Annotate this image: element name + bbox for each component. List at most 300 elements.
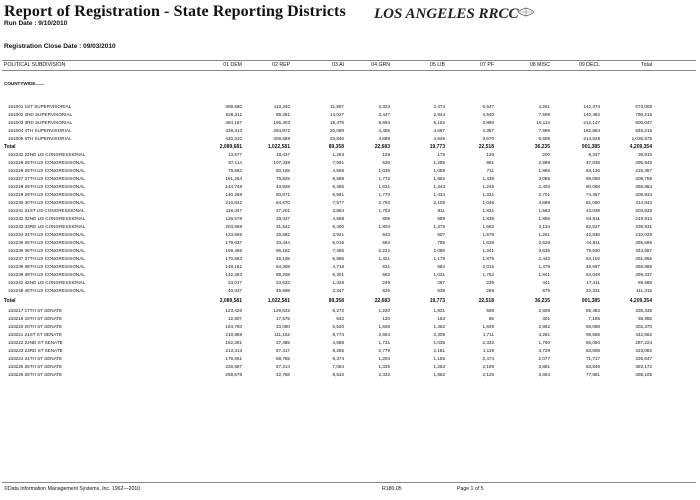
row-cell-1: 164,780 [225, 324, 242, 329]
row-cell-5: 1,821 [433, 308, 445, 313]
row-cell-9: 309,759 [635, 176, 652, 181]
row-cell-1: 140,269 [225, 192, 242, 197]
row-cell-8: 48,697 [585, 264, 600, 269]
row-cell-2: 45,698 [275, 288, 290, 293]
row-cell-1: 428,313 [225, 128, 242, 133]
row-cell-2: 284,872 [273, 128, 290, 133]
table-row [2, 103, 696, 111]
row-cell-9: 335,338 [635, 308, 652, 313]
row-cell-9: 442,662 [635, 332, 652, 337]
col-rep: 02 REP [272, 62, 290, 68]
row-cell-2: 1,022,581 [267, 298, 290, 304]
row-cell-8: 8,337 [588, 152, 600, 157]
row-cell-9: 285,696 [635, 240, 652, 245]
col-decl: 09 DECL [578, 62, 600, 68]
row-cell-6: 4,387 [482, 128, 494, 133]
row-cell-8: 77,681 [585, 372, 600, 377]
total-row [2, 143, 696, 151]
row-label: 162226 26TH US CONGRESSIONAL [8, 160, 85, 165]
row-cell-9: 39,919 [637, 152, 652, 157]
row-cell-7: 10,113 [536, 120, 550, 125]
row-cell-8: 69,058 [585, 176, 600, 181]
report-footer [2, 482, 696, 495]
row-cell-7: 4,729 [538, 348, 550, 353]
row-cell-7: 3,636 [538, 248, 550, 253]
column-header-row [2, 60, 696, 71]
row-cell-3: 7,577 [332, 200, 344, 205]
total-row [2, 297, 696, 305]
row-cell-6: 22,518 [478, 144, 494, 150]
row-cell-5: 2,080 [433, 248, 445, 253]
row-cell-8: 47,838 [585, 160, 600, 165]
row-cell-2: 89,281 [275, 112, 290, 117]
row-cell-8: 182,864 [583, 128, 600, 133]
row-cell-3: 1,253 [332, 152, 344, 157]
row-cell-3: 6,301 [332, 272, 344, 277]
row-cell-9: 210,029 [635, 232, 652, 237]
row-label: 162232 22ND US CONGRESSIONAL [8, 152, 86, 157]
row-cell-4: 1,804 [378, 224, 390, 229]
row-label: 162227 27TH US CONGRESSIONAL [8, 176, 85, 181]
row-cell-3: 89,358 [328, 144, 344, 150]
table-row [2, 167, 696, 175]
row-label: 162237 37TH US CONGRESSIONAL [8, 256, 85, 261]
row-cell-7: 36,235 [534, 298, 550, 304]
row-cell-2: 43,928 [275, 184, 290, 189]
row-cell-2: 31,542 [275, 224, 290, 229]
row-cell-6: 5,647 [482, 104, 494, 109]
row-cell-5: 1,434 [433, 192, 445, 197]
table-row [2, 271, 696, 279]
row-label: 162226 26TH US CONGRESSIONAL [8, 168, 85, 173]
row-cell-3: 20,089 [329, 128, 344, 133]
row-cell-8: 213,528 [583, 136, 600, 141]
row-cell-9: 289,337 [635, 272, 652, 277]
row-cell-3: 8,532 [332, 372, 344, 377]
row-cell-8: 901,385 [581, 144, 600, 150]
county-name: LOS ANGELES RRCC [374, 6, 519, 22]
table-row [2, 315, 696, 323]
row-cell-8: 74,357 [585, 192, 600, 197]
row-cell-1: 268,678 [225, 372, 242, 377]
row-cell-6: 1,831 [482, 208, 494, 213]
row-cell-8: 44,811 [586, 240, 600, 245]
row-cell-9: 343,657 [635, 248, 652, 253]
row-cell-4: 643 [382, 232, 390, 237]
row-cell-3: 6,581 [332, 192, 344, 197]
row-cell-6: 1,438 [482, 176, 494, 181]
row-cell-4: 1,036 [378, 168, 390, 173]
row-cell-9: 790,215 [635, 112, 652, 117]
row-cell-1: 123,426 [225, 308, 242, 313]
row-cell-9: 800,047 [635, 120, 652, 125]
row-cell-1: 528,311 [225, 112, 242, 117]
row-cell-9: 845,215 [635, 128, 652, 133]
row-cell-7: 4,261 [538, 104, 550, 109]
row-cell-6: 1,119 [482, 348, 494, 353]
row-cell-7: 3,664 [538, 372, 550, 377]
row-cell-8: 142,374 [583, 104, 600, 109]
row-cell-5: 689 [437, 216, 445, 221]
row-cell-7: 2,077 [538, 356, 550, 361]
row-cell-2: 1,022,581 [267, 144, 290, 150]
row-cell-7: 2,701 [538, 192, 550, 197]
row-cell-8: 71,717 [585, 356, 600, 361]
row-cell-3: 5,886 [332, 256, 344, 261]
row-cell-2: 80,671 [275, 192, 290, 197]
row-cell-6: 711 [486, 168, 494, 173]
page-number: Page 1 of 5 [457, 486, 484, 492]
row-cell-6: 1,245 [482, 184, 494, 189]
row-cell-4: 692 [382, 240, 390, 245]
row-cell-4: 2,779 [378, 348, 390, 353]
row-cell-3: 6,400 [332, 224, 344, 229]
registration-close-date: Registration Close Date : 09/03/2010 [4, 43, 116, 50]
col-total: Total [641, 62, 652, 68]
report-header [4, 3, 696, 61]
row-label: 161003 3RD SUPERVISORIAL [8, 120, 73, 125]
row-cell-5: 2,105 [433, 200, 445, 205]
row-cell-7: 2,989 [538, 160, 550, 165]
row-cell-9: 673,008 [635, 104, 652, 109]
row-cell-2: 96,152 [275, 248, 290, 253]
row-cell-5: 1,058 [433, 168, 445, 173]
row-cell-7: 4,669 [538, 200, 550, 205]
row-cell-1: 148,161 [225, 264, 242, 269]
row-cell-4: 249 [382, 280, 390, 285]
row-cell-9: 268,864 [635, 184, 652, 189]
table-row [2, 127, 696, 135]
row-cell-3: 2,347 [332, 288, 344, 293]
row-cell-5: 5,162 [433, 120, 445, 125]
row-cell-6: 2,189 [482, 364, 494, 369]
table-row [2, 279, 696, 287]
row-cell-8: 140,482 [583, 112, 600, 117]
row-cell-7: 1,563 [538, 208, 550, 213]
row-cell-3: 3,864 [332, 208, 344, 213]
table-row [2, 215, 696, 223]
row-cell-3: 4,718 [332, 264, 344, 269]
row-cell-8: 81,050 [585, 200, 600, 205]
row-cell-4: 2,222 [378, 248, 390, 253]
row-cell-7: 1,261 [538, 232, 550, 237]
row-cell-6: 1,048 [482, 200, 494, 205]
row-cell-1: 178,661 [225, 356, 242, 361]
row-cell-5: 175 [437, 152, 445, 157]
row-label: 162232 32ND US CONGRESSIONAL [8, 216, 86, 221]
table-row [2, 175, 696, 183]
row-cell-9: 302,370 [635, 324, 652, 329]
row-cell-2: 33,080 [275, 324, 290, 329]
row-cell-6: 2,474 [482, 356, 494, 361]
table-row [2, 191, 696, 199]
row-cell-7: 4,281 [538, 332, 550, 337]
row-cell-4: 4,455 [378, 128, 390, 133]
row-cell-1: 210,842 [225, 200, 242, 205]
row-cell-9: 1,036,575 [631, 136, 652, 141]
row-cell-6: 1,838 [482, 216, 494, 221]
row-cell-5: 1,862 [433, 176, 445, 181]
row-cell-6: 2,332 [482, 340, 494, 345]
row-cell-4: 1,421 [378, 256, 390, 261]
row-cell-4: 631 [382, 264, 390, 269]
row-cell-6: 236 [486, 280, 494, 285]
county-label: COUNTYWIDE....... [4, 81, 45, 86]
row-cell-7: 36,235 [534, 144, 550, 150]
row-cell-8: 42,836 [585, 232, 600, 237]
row-cell-1: 210,869 [225, 332, 242, 337]
row-cell-7: 1,866 [538, 168, 550, 173]
row-cell-1: 123,665 [225, 232, 242, 237]
row-label: 163219 19TH ST SENATE [8, 316, 63, 321]
row-cell-6: 4,540 [482, 112, 494, 117]
table-row [2, 339, 696, 347]
row-cell-5: 785 [437, 240, 445, 245]
row-cell-7: 2,862 [538, 324, 550, 329]
table-row [2, 111, 696, 119]
row-cell-6: 1,762 [482, 272, 494, 277]
table-row [2, 159, 696, 167]
row-cell-2: 57,214 [275, 364, 290, 369]
row-cell-6: 22,518 [478, 298, 494, 304]
row-cell-3: 7,084 [332, 364, 344, 369]
row-cell-7: 1,841 [538, 272, 550, 277]
row-cell-8: 79,630 [585, 248, 600, 253]
row-cell-7: 679 [542, 288, 550, 293]
row-label: 163217 17TH ST SENATE [8, 308, 63, 313]
row-label: 163225 25TH ST SENATE [8, 364, 63, 369]
row-cell-7: 7,686 [538, 128, 550, 133]
row-cell-1: 228,587 [225, 364, 242, 369]
row-cell-1: 78,663 [227, 168, 242, 173]
table-row [2, 287, 696, 295]
row-cell-1: 384,187 [225, 120, 242, 125]
row-cell-4: 625 [382, 288, 390, 293]
table-row [2, 239, 696, 247]
row-cell-3: 6,374 [332, 356, 344, 361]
row-cell-4: 2,664 [378, 332, 390, 337]
row-cell-6: 2,125 [482, 372, 494, 377]
row-cell-9: 308,934 [635, 192, 652, 197]
row-cell-9: 4,209,354 [629, 144, 652, 150]
row-label: 163223 23RD ST SENATE [8, 348, 63, 353]
row-cell-8: 82,527 [585, 224, 600, 229]
row-cell-6: 2,015 [482, 264, 494, 269]
row-cell-8: 83,808 [585, 348, 600, 353]
row-cell-6: 1,341 [482, 248, 494, 253]
row-cell-8: 7,185 [588, 316, 600, 321]
row-cell-8: 62,102 [585, 256, 600, 261]
row-cell-3: 8,569 [332, 176, 344, 181]
row-cell-4: 1,220 [378, 308, 390, 313]
row-cell-9: 295,945 [635, 160, 652, 165]
row-label: Total [4, 144, 16, 150]
row-cell-3: 8,272 [332, 308, 344, 313]
col-ai: 03 AI [332, 62, 344, 68]
row-cell-4: 1,631 [378, 184, 390, 189]
table-row [2, 331, 696, 339]
table-row [2, 231, 696, 239]
row-cell-2: 107,338 [273, 160, 290, 165]
row-cell-3: 8,774 [332, 332, 344, 337]
row-cell-2: 89,208 [275, 272, 290, 277]
row-label: 162238 38TH US CONGRESSIONAL [8, 264, 85, 269]
row-cell-3: 18,478 [329, 120, 344, 125]
row-cell-4: 8,694 [378, 120, 390, 125]
row-cell-2: 309,689 [273, 136, 290, 141]
row-cell-8: 99,568 [585, 332, 600, 337]
row-cell-5: 1,263 [433, 364, 445, 369]
row-cell-4: 125 [382, 152, 390, 157]
row-cell-5: 1,285 [433, 160, 445, 165]
row-cell-7: 2,403 [538, 184, 550, 189]
row-cell-6: 1,638 [482, 240, 494, 245]
row-cell-5: 638 [437, 288, 445, 293]
row-cell-5: 1,155 [433, 356, 445, 361]
col-political-subdivision: POLITICAL SUBDIVISION [4, 62, 66, 68]
row-cell-3: 8,255 [332, 348, 344, 353]
row-cell-2: 37,485 [275, 340, 290, 345]
row-cell-4: 805 [382, 216, 390, 221]
row-cell-8: 69,483 [585, 308, 600, 313]
row-label: 162228 28TH US CONGRESSIONAL [8, 184, 85, 189]
row-cell-4: 1,606 [378, 324, 390, 329]
row-cell-5: 163 [437, 316, 445, 321]
row-cell-1: 389,680 [225, 104, 242, 109]
row-cell-4: 3,447 [378, 112, 390, 117]
row-cell-5: 19,773 [429, 298, 445, 304]
row-cell-5: 607 [437, 232, 445, 237]
row-label: 162242 42ND US CONGRESSIONAL [8, 280, 86, 285]
row-label: 162233 33RD US CONGRESSIONAL [8, 224, 86, 229]
row-cell-7: 1,856 [538, 216, 550, 221]
row-cell-8: 65,094 [585, 340, 600, 345]
row-cell-3: 14,027 [329, 112, 344, 117]
row-cell-9: 287,224 [635, 340, 652, 345]
row-cell-4: 120 [382, 316, 390, 321]
row-cell-1: 2,089,581 [219, 298, 242, 304]
row-cell-7: 2,808 [538, 308, 550, 313]
row-cell-1: 40,337 [227, 288, 242, 293]
row-label: 161004 4TH SUPERVISORIAL [8, 128, 72, 133]
row-cell-8: 17,411 [586, 280, 600, 285]
row-cell-3: 7,591 [332, 160, 344, 165]
row-cell-7: 3,134 [538, 224, 550, 229]
table-row [2, 255, 696, 263]
row-cell-2: 48,105 [275, 256, 290, 261]
row-cell-2: 28,337 [275, 216, 290, 221]
row-cell-9: 38,955 [637, 316, 652, 321]
row-cell-5: 1,035 [433, 340, 445, 345]
row-cell-3: 3,921 [332, 232, 344, 237]
row-cell-2: 58,765 [275, 356, 290, 361]
row-cell-9: 398,105 [635, 372, 652, 377]
col-lib: 05 LIB [430, 62, 445, 68]
row-cell-5: 2,474 [433, 104, 445, 109]
table-row [2, 207, 696, 215]
row-cell-5: 811 [437, 208, 445, 213]
row-cell-8: 212,147 [583, 120, 600, 125]
row-label: 163226 26TH ST SENATE [8, 372, 63, 377]
row-cell-2: 76,825 [275, 176, 290, 181]
row-cell-8: 62,049 [585, 272, 600, 277]
table-row [2, 223, 696, 231]
row-cell-5: 267 [437, 280, 445, 285]
row-label: 162246 46TH US CONGRESSIONAL [8, 288, 85, 293]
row-cell-3: 89,358 [328, 298, 344, 304]
row-cell-4: 22,683 [374, 298, 390, 304]
row-cell-3: 4,688 [332, 340, 344, 345]
row-cell-1: 420,310 [225, 136, 242, 141]
row-cell-8: 63,126 [585, 168, 600, 173]
table-row [2, 135, 696, 143]
row-cell-4: 2,792 [378, 200, 390, 205]
row-label: 162236 36TH US CONGRESSIONAL [8, 248, 85, 253]
row-cell-1: 126,578 [225, 216, 242, 221]
row-cell-3: 6,365 [332, 184, 344, 189]
report-title: Report of Registration - State Reporting Districts [4, 3, 346, 20]
row-cell-9: 225,397 [635, 168, 652, 173]
row-cell-8: 901,385 [581, 298, 600, 304]
row-cell-4: 4,689 [378, 136, 390, 141]
row-cell-9: 4,209,354 [629, 298, 652, 304]
table-row [2, 363, 696, 371]
row-label: 162230 30TH US CONGRESSIONAL [8, 200, 85, 205]
row-cell-1: 2,089,681 [219, 144, 242, 150]
row-cell-9: 414,844 [635, 200, 652, 205]
row-cell-7: 200 [542, 152, 550, 157]
row-cell-2: 27,201 [275, 208, 290, 213]
row-label: 162239 39TH US CONGRESSIONAL [8, 272, 85, 277]
row-cell-5: 2,309 [433, 332, 445, 337]
row-cell-5: 4,546 [433, 136, 445, 141]
row-cell-2: 28,682 [275, 232, 290, 237]
row-cell-2: 33,444 [275, 240, 290, 245]
row-cell-1: 24,017 [227, 280, 242, 285]
row-cell-6: 3,880 [482, 120, 494, 125]
row-cell-6: 1,711 [482, 332, 494, 337]
table-row [2, 199, 696, 207]
row-cell-5: 4,667 [433, 128, 445, 133]
row-cell-3: 4,568 [332, 216, 344, 221]
row-cell-2: 64,308 [275, 264, 290, 269]
row-cell-3: 6,620 [332, 324, 344, 329]
row-cell-1: 203,658 [225, 224, 242, 229]
table-row [2, 371, 696, 379]
table-row [2, 307, 696, 315]
row-label: 163222 22ND ST SENATE [8, 340, 63, 345]
row-cell-2: 42,766 [275, 372, 290, 377]
row-cell-6: 698 [486, 308, 494, 313]
row-cell-8: 83,849 [585, 364, 600, 369]
row-cell-3: 4,558 [332, 168, 344, 173]
row-cell-1: 170,683 [225, 256, 242, 261]
row-cell-7: 301 [542, 316, 550, 321]
row-cell-9: 383,172 [635, 364, 652, 369]
row-cell-2: 113,340 [273, 104, 290, 109]
row-label: 161002 2ND SUPERVISORIAL [8, 112, 73, 117]
row-cell-1: 13,577 [227, 152, 242, 157]
col-grn: 04 GRN [371, 62, 390, 68]
row-label: 162234 34TH US CONGRESSIONAL [8, 232, 85, 237]
row-cell-2: 165,403 [273, 120, 290, 125]
row-cell-3: 11,807 [330, 104, 344, 109]
row-cell-6: 991 [486, 160, 494, 165]
copyright-text: ©Data Information Management Systems, Inc. 1962—2010 [4, 486, 141, 492]
col-misc: 08 MISC [529, 62, 550, 68]
row-cell-2: 126,632 [273, 308, 290, 313]
row-label: 163224 24TH ST SENATE [8, 356, 63, 361]
